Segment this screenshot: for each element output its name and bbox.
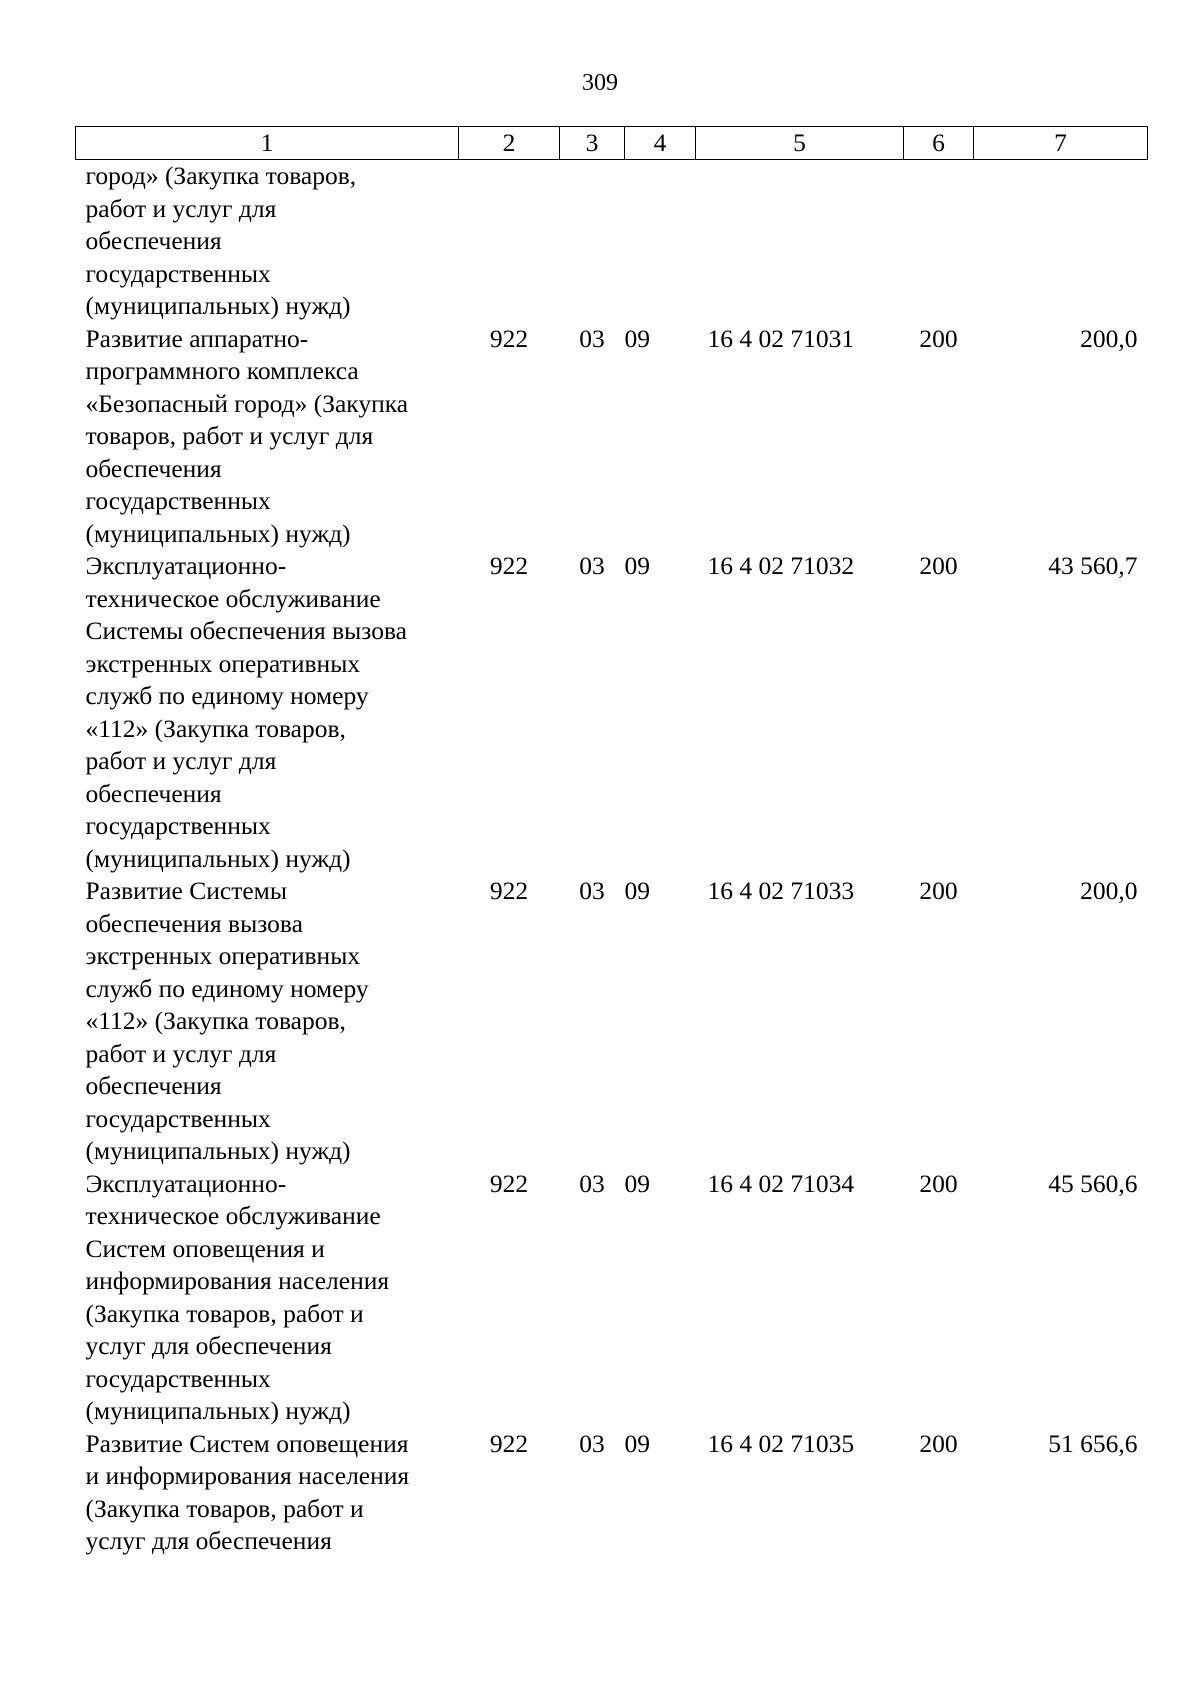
description-line: государственных [85,811,271,840]
table-row [76,550,1148,875]
expense-type-cell: 200 [919,323,958,353]
column-header: 7 [974,127,1148,160]
target-article-cell [696,160,904,323]
description-line: (Закупка товаров, работ и [85,1298,364,1328]
description-line: услуг для обеспечения [85,1331,332,1360]
description-line: работ и услуг для [85,1038,277,1068]
admin-code-cell: 922 [489,551,529,580]
expense-type-cell: 200 [919,1428,958,1458]
row-description [76,323,459,551]
description-line: Развитие Системы [85,876,287,905]
description-line: обеспечения [85,226,222,255]
description-line: государственных [85,258,271,288]
description-line: государственных [85,1103,271,1133]
column-header: 2 [459,127,560,160]
amount-cell: 43 560,7 [1048,551,1138,580]
description-line: «Безопасный город» (Закупка [85,388,409,418]
section-code-cell: 03 [579,551,605,580]
section-code-cell: 03 [579,1428,605,1458]
description-line: (Закупка товаров, работ и [85,1493,364,1523]
subsection-code-cell [625,160,696,323]
column-header: 3 [560,127,625,160]
admin-code-cell: 922 [489,1428,529,1458]
description-line: служб по единому номеру [85,973,369,1003]
description-line: обеспечения [85,1071,222,1100]
subsection-code-cell: 09 [624,1428,650,1458]
budget-table [75,126,1148,1558]
row-description [76,1428,459,1558]
description-line: техническое обслуживание [85,583,381,613]
description-line: Развитие аппаратно- [85,323,309,353]
column-header: 4 [625,127,696,160]
expense-type-cell [904,160,974,323]
amount-cell: 51 656,6 [1048,1428,1138,1458]
target-article-cell: 16 4 02 71032 [707,551,855,580]
description-line: (муниципальных) нужд) [85,291,351,320]
description-line: Систем оповещения и [85,1233,325,1263]
admin-code-cell: 922 [489,1168,529,1198]
subsection-code-cell: 09 [624,876,650,905]
description-line: работ и услуг для [85,193,277,223]
description-line: и информирования населения [85,1461,410,1490]
section-code-cell: 03 [579,1168,605,1198]
amount-cell: 200,0 [1080,323,1138,353]
target-article-cell: 16 4 02 71035 [707,1428,855,1458]
description-line: экстренных оперативных [85,941,361,970]
description-line: Системы обеспечения вызова [85,616,407,645]
description-line: техническое обслуживание [85,1201,381,1230]
table-body [76,160,1148,1558]
admin-code-cell: 922 [489,323,529,353]
target-article-cell: 16 4 02 71033 [707,876,855,905]
table-row [76,875,1148,1168]
page-number: 309 [582,70,618,96]
description-line: (муниципальных) нужд) [85,843,351,873]
admin-code-cell [459,160,560,323]
expense-type-cell: 200 [919,1168,958,1198]
row-description [76,160,459,323]
target-article-cell: 16 4 02 71034 [707,1168,855,1198]
section-code-cell [560,160,625,323]
expense-type-cell: 200 [919,551,958,580]
description-line: информирования населения [85,1266,390,1295]
row-description [76,875,459,1168]
description-line: город» (Закупка товаров, [85,161,357,190]
description-line: служб по единому номеру [85,681,369,710]
description-line: товаров, работ и услуг для [85,421,374,450]
table-row [76,1168,1148,1428]
subsection-code-cell: 09 [624,1168,650,1198]
description-line: государственных [85,1363,271,1393]
subsection-code-cell: 09 [624,323,650,353]
description-line: (муниципальных) нужд) [85,518,351,548]
column-header: 1 [76,127,459,160]
column-header: 5 [696,127,904,160]
row-description [76,1168,459,1428]
description-line: экстренных оперативных [85,648,361,678]
column-header: 6 [904,127,974,160]
target-article-cell: 16 4 02 71031 [707,323,855,353]
description-line: государственных [85,486,271,515]
table-header-row [76,127,1148,160]
table-row [76,323,1148,551]
row-description [76,550,459,875]
description-line: услуг для обеспечения [85,1526,332,1555]
description-line: «112» (Закупка товаров, [85,1006,346,1035]
admin-code-cell: 922 [489,876,529,905]
description-line: обеспечения [85,453,222,483]
table-row [76,160,1148,323]
description-line: Эксплуатационно- [85,551,287,580]
description-line: «112» (Закупка товаров, [85,713,346,743]
subsection-code-cell: 09 [624,551,650,580]
description-line: работ и услуг для [85,746,277,775]
description-line: (муниципальных) нужд) [85,1396,351,1425]
description-line: обеспечения вызова [85,908,303,938]
section-code-cell: 03 [579,323,605,353]
description-line: программного комплекса [85,356,359,385]
description-line: Эксплуатационно- [85,1168,287,1198]
amount-cell: 45 560,6 [1048,1168,1138,1198]
description-line: обеспечения [85,778,222,808]
description-line: (муниципальных) нужд) [85,1136,351,1165]
amount-cell [974,160,1148,323]
table-row [76,1428,1148,1558]
expense-type-cell: 200 [919,876,958,905]
description-line: Развитие Систем оповещения [85,1428,409,1458]
amount-cell: 200,0 [1080,876,1138,905]
section-code-cell: 03 [579,876,605,905]
